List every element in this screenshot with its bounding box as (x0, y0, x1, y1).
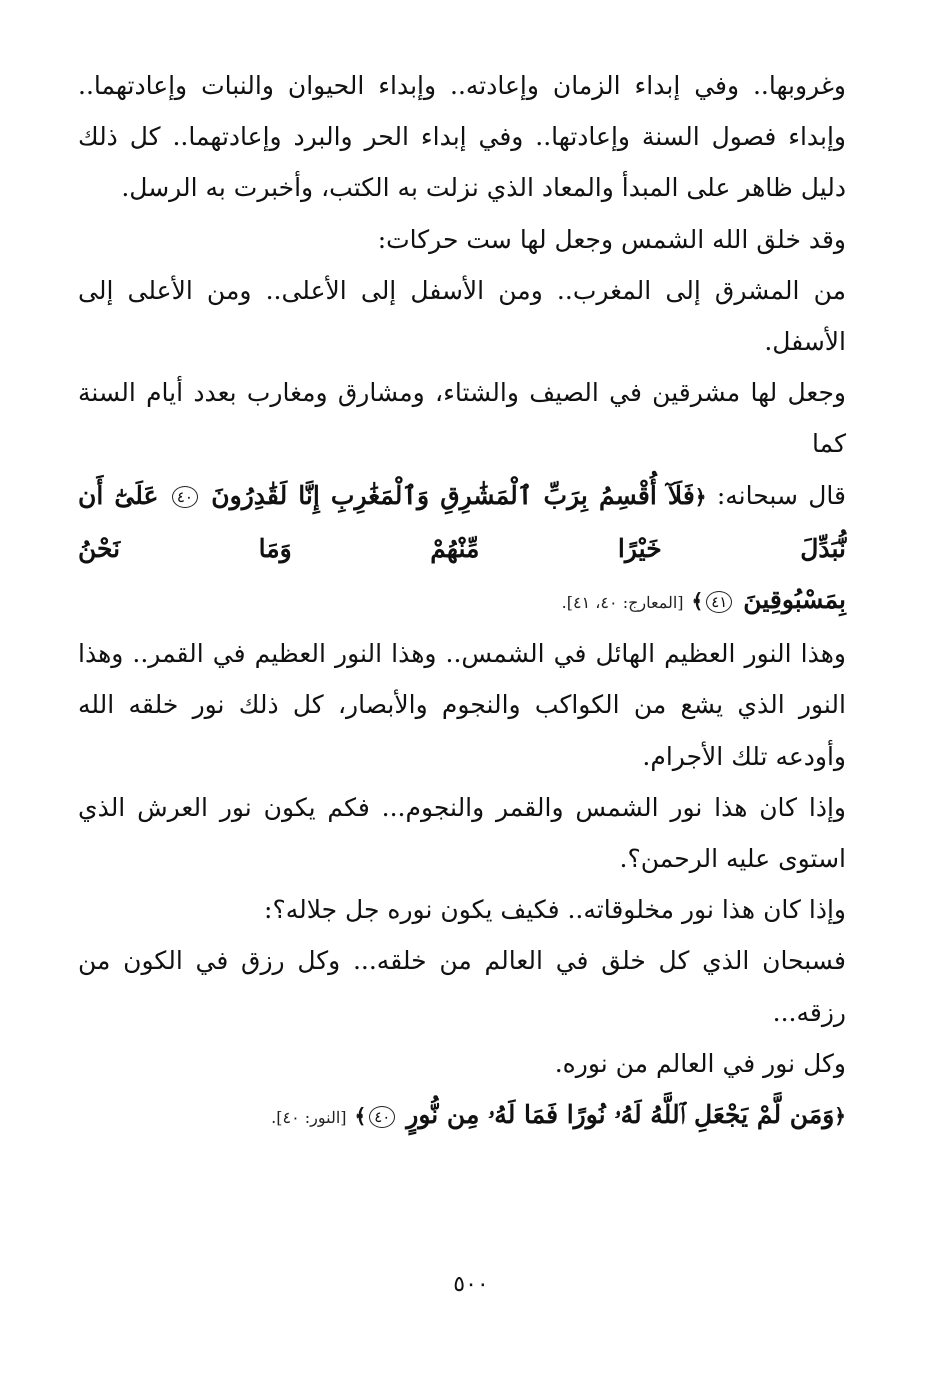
verse-open-bracket: ﴿ (694, 484, 707, 509)
verse-line (78, 1089, 846, 1143)
text-line: من المشرق إلى المغرب.. ومن الأسفل إلى الأعلى.. ومن الأعلى إلى (78, 275, 846, 305)
verse-close-bracket: ﴾ (691, 589, 704, 614)
page-number: ٥٠٠ (453, 1272, 489, 1297)
body-text (78, 60, 846, 1143)
text-line: وقد خلق الله الشمس وجعل لها ست حركات: (377, 224, 846, 254)
text-line: فسبحان الذي كل خلق في العالم من خلقه... وكل رزق في الكون من رزقه... (78, 946, 846, 1027)
text-line: وغروبها.. وفي إبداء الزمان وإعادته.. وإبداء الحيوان والنبات وإعادتهما.. (78, 71, 846, 100)
text-line: وإبداء فصول السنة وإعادتها.. وفي إبداء الحر والبرد وإعادتهما.. كل ذلك (78, 122, 846, 152)
verse-number-marker: ٤٠ (172, 486, 198, 508)
verse-line (78, 470, 846, 574)
quran-verse-text: بِمَسْبُوقِينَ (743, 585, 846, 615)
text-line: استوى عليه الرحمن؟. (619, 844, 846, 874)
text-line: دليل ظاهر على المبدأ والمعاد الذي نزلت به الكتب، وأخبرت به الرسل. (121, 173, 846, 203)
verse-line (78, 574, 846, 628)
text-line: وإذا كان هذا نور الشمس والقمر والنجوم... فكم يكون نور العرش الذي (78, 792, 846, 822)
text-line: النور الذي يشع من الكواكب والنجوم والأبصار، كل ذلك نور خلقه الله (78, 690, 846, 720)
verse-number-marker: ٤٠ (369, 1106, 395, 1128)
quran-verse-text: فَلَآ أُقْسِمُ بِرَبِّ ٱلْمَشَٰرِقِ وَٱلْمَغَٰرِبِ إِنَّا لَقَٰدِرُونَ (211, 480, 695, 510)
text-line: وهذا النور العظيم الهائل في الشمس.. وهذا النور العظيم في القمر.. وهذا (78, 639, 846, 669)
text-line: وجعل لها مشرقين في الصيف والشتاء، ومشارق ومغارب بعدد أيام السنة كما (78, 378, 846, 459)
quran-verse-text: عَلَىٰٓ أَن نُّبَدِّلَ خَيْرًا مِّنْهُمْ وَمَا نَحْنُ (78, 480, 846, 563)
verse-reference: [المعارج: ٤٠، ٤١]. (561, 593, 684, 613)
text-line: وأودعه تلك الأجرام. (642, 741, 846, 771)
verse-open-bracket: ﴿ (834, 1104, 846, 1129)
text-line: وإذا كان هذا نور مخلوقاته.. فكيف يكون نوره جل جلاله؟: (264, 895, 846, 925)
quran-verse-text: وَمَن لَّمْ يَجْعَلِ ٱللَّهُ لَهُۥ نُورًا فَمَا لَهُۥ مِن نُّورٍ (406, 1100, 835, 1130)
verse-reference: [النور: ٤٠]. (271, 1108, 347, 1128)
verse-number-marker: ٤١ (706, 591, 732, 613)
verse-lead: قال سبحانه: (716, 480, 846, 510)
text-line: وكل نور في العالم من نوره. (554, 1048, 846, 1078)
verse-close-bracket: ﴾ (354, 1104, 367, 1129)
text-line: الأسفل. (764, 327, 846, 357)
